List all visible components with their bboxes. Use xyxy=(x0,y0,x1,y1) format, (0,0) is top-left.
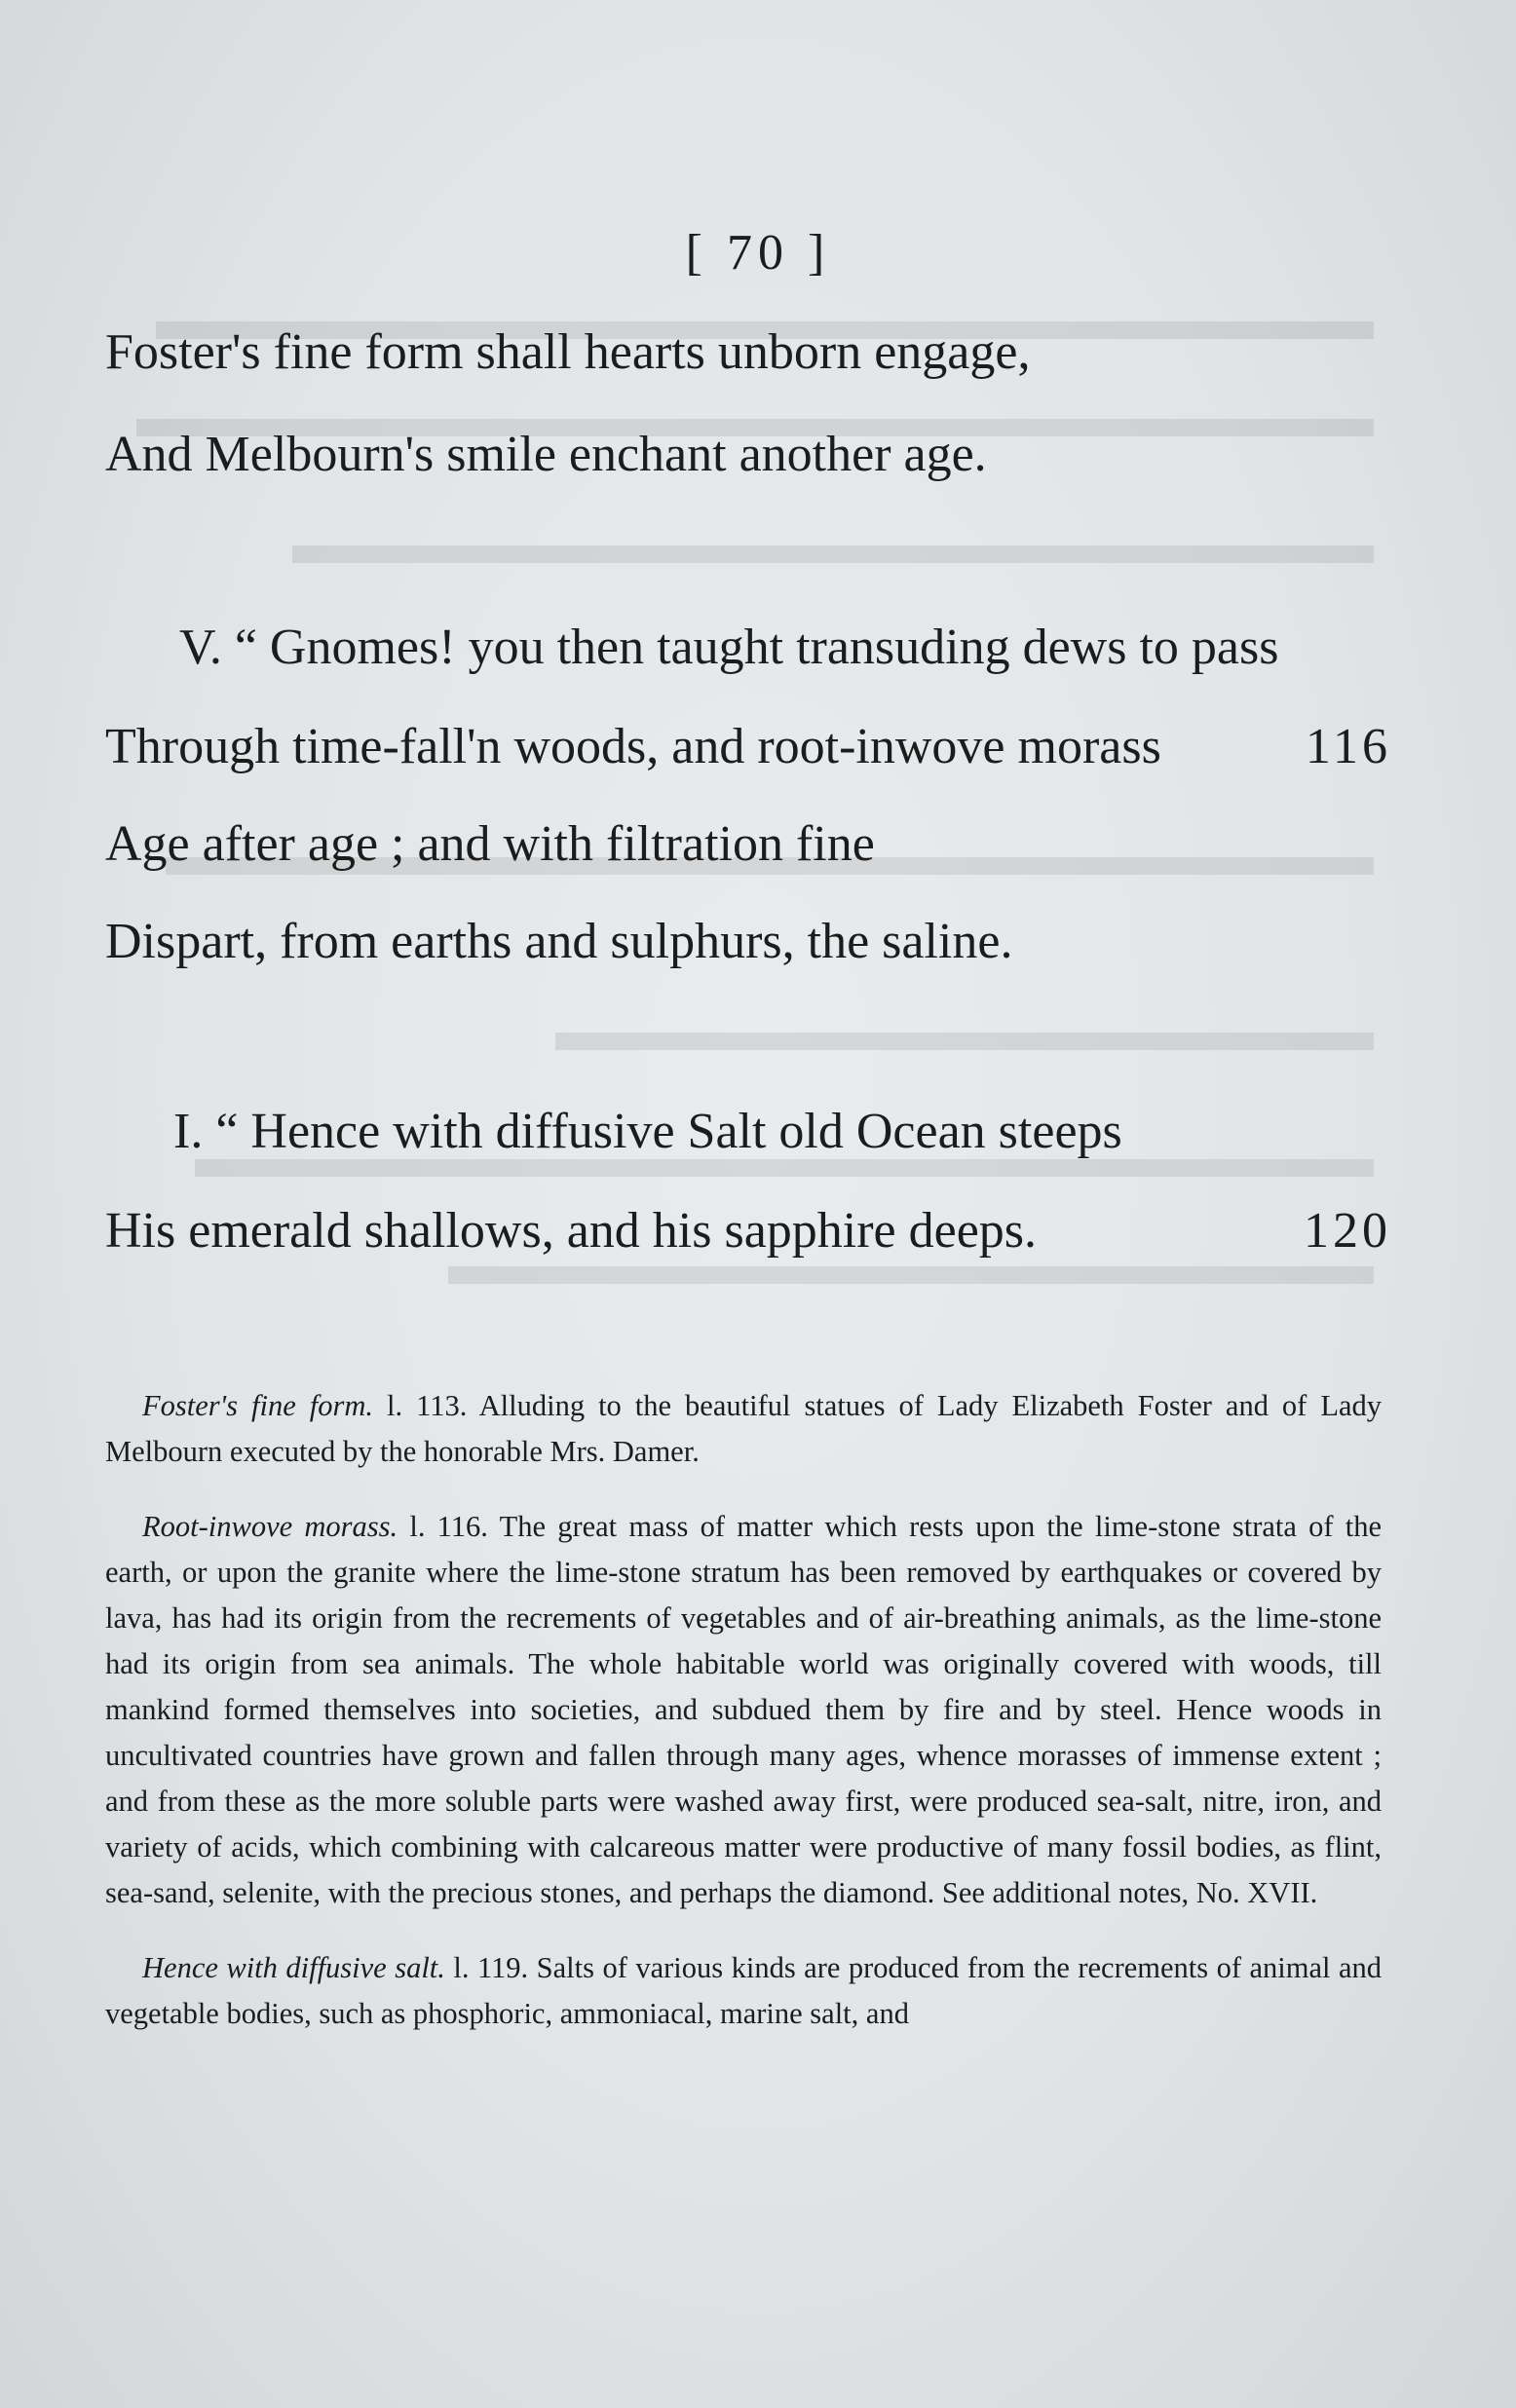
verse-line-text: Foster's fine form shall hearts unborn engage, xyxy=(105,324,1031,380)
line-number: 116 xyxy=(1305,719,1391,774)
verse-line-text: V. “ Gnomes! you then taught transuding dews to pass xyxy=(179,620,1279,675)
footnote xyxy=(105,1383,1382,1475)
footnotes xyxy=(105,1383,1382,2066)
verse-line xyxy=(105,321,1391,384)
footnote-reference: Foster's fine form. xyxy=(142,1389,373,1422)
verse-line xyxy=(105,813,1391,876)
verse-line xyxy=(105,617,1391,679)
verse-line xyxy=(105,424,1391,486)
verse-line-text: Through time-fall'n woods, and root-inwove morass xyxy=(105,719,1161,774)
line-number: 120 xyxy=(1304,1203,1391,1259)
verse-line xyxy=(105,1101,1391,1163)
verse-line-text: I. “ Hence with diffusive Salt old Ocean steeps xyxy=(173,1104,1122,1159)
verse-line xyxy=(105,1200,1391,1262)
footnote-reference: Root-inwove morass. xyxy=(142,1510,398,1543)
footnote-reference: Hence with diffusive salt. xyxy=(142,1951,445,1984)
footnote xyxy=(105,1504,1382,1916)
verse-line-text: His emerald shallows, and his sapphire deeps. xyxy=(105,1203,1038,1259)
page-number: [ 70 ] xyxy=(685,225,831,281)
footnote-text: l. 113. Alluding to the beautiful statues of Lady Elizabeth Foster and of Lady Melbourn executed by the honorable Mrs. Damer. xyxy=(105,1389,1382,1468)
verse-line xyxy=(105,716,1391,778)
footnote-text: l. 116. The great mass of matter which rests upon the lime-stone strata of the earth, or upon the granite where the lime-stone stratum has been removed by earthquakes or covered by lava, has had its origin from the recrements of vegetables and of air-breathing animals, as the lime-stone had its origin from sea animals. The whole habitable world was originally covered with woods, till mankind formed themselves into societies, and subdued them by fire and by steel. Hence woods in uncultivated countries have grown and fallen through many ages, whence morasses of immense extent ; and from these as the more soluble parts were washed away first, were produced sea-salt, nitre, iron, and variety of acids, which combining with calcareous matter were productive of many fossil bodies, as flint, sea-sand, selenite, with the precious stones, and perhaps the diamond. See additional notes, No. XVII. xyxy=(105,1510,1382,1909)
footnote-text: l. 119. Salts of various kinds are produced from the recrements of animal and vegetable bodies, such as phosphoric, ammoniacal, marine salt, and xyxy=(105,1951,1382,2030)
verse-line-text: Age after age ; and with filtration fine xyxy=(105,816,875,872)
verse-line-text: And Melbourn's smile enchant another age. xyxy=(105,427,987,482)
verse-line-text: Dispart, from earths and sulphurs, the saline. xyxy=(105,914,1013,969)
footnote xyxy=(105,1945,1382,2037)
verse-line xyxy=(105,911,1391,973)
